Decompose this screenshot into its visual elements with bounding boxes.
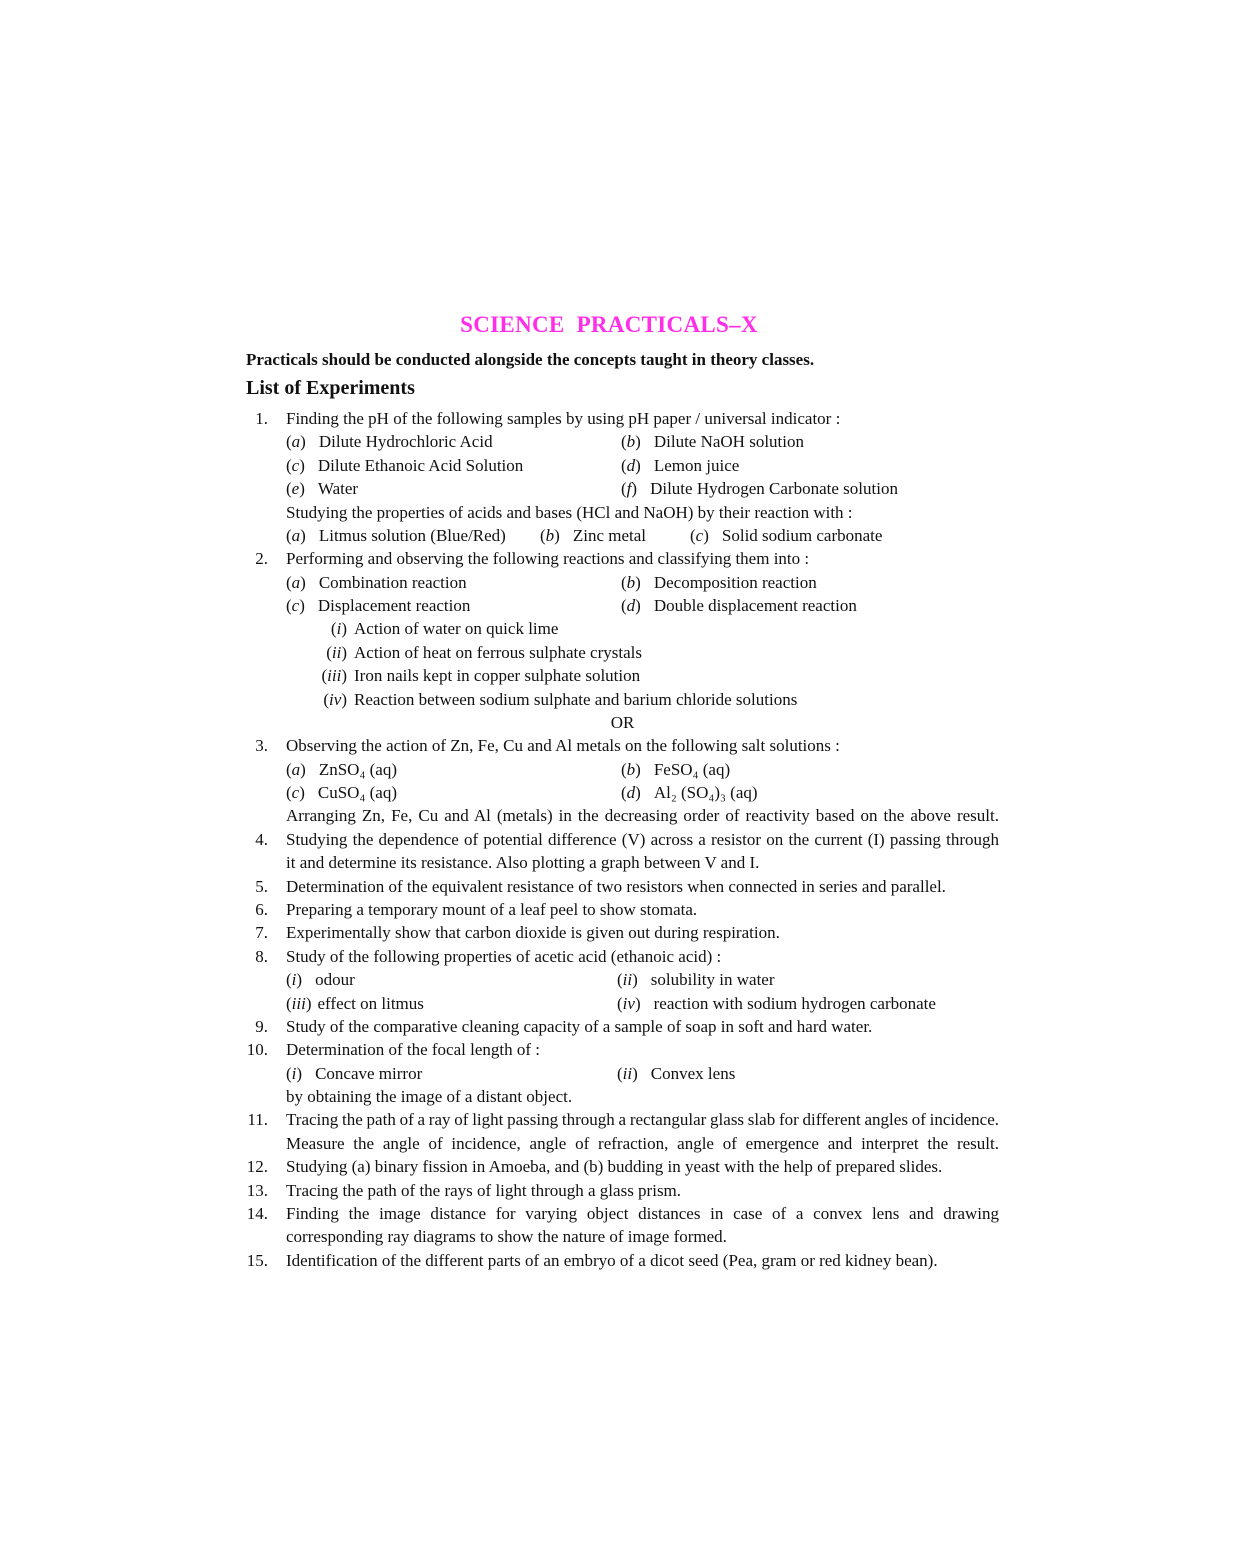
option-item [621,759,730,781]
option-item [286,969,355,991]
option-label: (i) [286,970,303,990]
option-text: Al₂ (SO₄)₃ (aq) [653,783,758,803]
list-line [0,1203,1245,1225]
item-number: 14. [246,1203,268,1223]
list-line [0,572,1245,594]
item-text: Measure the angle of incidence, angle of refraction, angle of emergence and interpret the result. [286,1133,999,1153]
item-text: Action of heat on ferrous sulphate crystals [354,642,642,662]
list-line [0,946,1245,968]
option-text: reaction with sodium hydrogen carbonate [653,993,936,1013]
option-text: Dilute NaOH solution [653,432,804,452]
item-number: 11. [247,1110,268,1130]
option-label: (d) [621,783,641,803]
item-number: 15. [246,1250,268,1270]
list-line [0,1180,1245,1202]
list-line [0,525,1245,547]
option-text: Dilute Hydrochloric Acid [318,432,493,452]
list-line [0,642,1245,664]
option-text: Dilute Hydrogen Carbonate solution [650,479,898,499]
list-line [0,502,1245,524]
list-line [0,969,1245,991]
item-text: Study of the following properties of acetic acid (ethanoic acid) : [286,946,722,966]
option-text: effect on litmus [317,993,424,1013]
option-item [621,782,758,804]
option-item [286,572,467,594]
item-number: 8. [255,946,268,966]
option-text: solubility in water [650,970,775,990]
option-label: (b) [621,432,641,452]
item-text: it and determine its resistance. Also plotting a graph between V and I. [286,853,760,873]
option-label: (iii) [321,666,347,686]
item-text: Performing and observing the following reactions and classifying them into : [286,549,810,569]
list-line [0,712,1245,734]
list-line [0,618,1245,640]
option-label: (b) [621,759,641,779]
option-label: (ii) [617,1063,638,1083]
option-item [286,478,358,500]
option-text: Decomposition reaction [653,572,817,592]
option-item [690,525,882,547]
item-text: Finding the image distance for varying object distances in case of a convex lens and drawing [286,1203,999,1223]
option-text: Litmus solution (Blue/Red) [318,525,506,545]
option-label: (iv) [323,689,347,709]
option-text: ZnSO₄ (aq) [318,759,398,779]
item-text: Studying the dependence of potential difference (V) across a resistor on the current (I) passing through [286,829,999,849]
item-text: Reaction between sodium sulphate and barium chloride solutions [354,689,798,709]
item-text: Studying the properties of acids and bases (HCl and NaOH) by their reaction with : [286,502,853,522]
item-text: Tracing the path of a ray of light passing through a rectangular glass slab for different angles of incidence. [286,1110,999,1130]
item-text: by obtaining the image of a distant object. [286,1087,573,1107]
separator-or: OR [610,712,635,732]
option-item [286,759,397,781]
list-line [0,665,1245,687]
list-line [0,876,1245,898]
item-text: Iron nails kept in copper sulphate solution [354,666,641,686]
item-number: 1. [255,409,268,428]
option-label: (c) [286,455,305,475]
option-label: (c) [286,596,305,616]
item-text: Experimentally show that carbon dioxide is given out during respiration. [286,923,780,943]
option-item [286,525,506,547]
list-line [0,1250,1245,1272]
list-line [0,1016,1245,1038]
list-line [0,782,1245,804]
option-item [286,431,493,453]
option-item [621,572,817,594]
item-text: Study of the comparative cleaning capacity of a sample of soap in soft and hard water. [286,1016,873,1036]
list-line [0,408,1245,430]
option-label: (i) [330,619,347,639]
list-line [0,431,1245,453]
option-label: (f) [621,479,638,499]
option-label: (a) [286,432,306,452]
option-item [286,1063,422,1085]
option-item [286,455,523,477]
option-label: (e) [286,479,305,499]
list-line [0,1156,1245,1178]
option-item [621,455,739,477]
list-line [0,455,1245,477]
list-line [0,993,1245,1015]
option-label: (a) [286,525,306,545]
section-heading: List of Experiments [246,377,415,399]
item-number: 6. [255,899,268,919]
option-item [617,1063,735,1085]
page-title: SCIENCE PRACTICALS–X [460,312,758,337]
item-number: 13. [246,1180,268,1200]
list-line [0,735,1245,757]
option-label: (iv) [617,993,641,1013]
item-text: Observing the action of Zn, Fe, Cu and Al metals on the following salt solutions : [286,736,840,756]
option-label: (b) [540,525,560,545]
option-label: (i) [286,1063,303,1083]
option-item [540,525,646,547]
item-number: 5. [255,876,268,896]
list-line [0,899,1245,921]
option-text: Convex lens [650,1063,736,1083]
item-text: Finding the pH of the following samples by using pH paper / universal indicator : [286,409,841,428]
item-number: 7. [255,923,268,943]
list-line [0,759,1245,781]
option-text: Water [317,479,359,499]
option-item [286,782,397,804]
option-item [617,969,775,991]
option-item [286,993,424,1015]
option-text: CuSO₄ (aq) [317,783,398,803]
list-line [0,1109,1245,1131]
item-number: 10. [246,1040,268,1060]
option-text: Concave mirror [315,1063,423,1083]
option-label: (c) [690,525,709,545]
item-text: Arranging Zn, Fe, Cu and Al (metals) in the decreasing order of reactivity based on the above result. [286,806,999,826]
option-label: (b) [621,572,641,592]
item-number: 4. [255,829,268,849]
list-line [0,1086,1245,1108]
list-line [0,1039,1245,1061]
option-item [286,595,470,617]
option-text: odour [315,970,355,990]
option-item [621,431,804,453]
item-number: 2. [255,549,268,569]
list-line [0,1063,1245,1085]
list-line [0,829,1245,851]
option-label: (c) [286,783,305,803]
item-number: 3. [255,736,268,756]
option-text: Combination reaction [318,572,467,592]
list-line [0,548,1245,570]
list-line [0,478,1245,500]
option-item [621,478,898,500]
item-text: Determination of the focal length of : [286,1040,540,1060]
option-text: FeSO₄ (aq) [653,759,731,779]
item-text: Identification of the different parts of an embryo of a dicot seed (Pea, gram or red kidney bean). [286,1250,938,1270]
item-text: Action of water on quick lime [354,619,559,639]
option-label: (a) [286,759,306,779]
item-text: Preparing a temporary mount of a leaf peel to show stomata. [286,899,698,919]
list-line [0,852,1245,874]
item-text: Determination of the equivalent resistance of two resistors when connected in series and parallel. [286,876,946,896]
option-text: Double displacement reaction [653,596,857,616]
list-line [0,922,1245,944]
list-line [0,595,1245,617]
option-text: Lemon juice [653,455,740,475]
item-number: 9. [255,1016,268,1036]
item-text: corresponding ray diagrams to show the nature of image formed. [286,1227,727,1247]
option-label: (ii) [617,970,638,990]
option-item [617,993,936,1015]
option-label: (ii) [326,642,347,662]
list-line [0,689,1245,711]
list-line [0,1133,1245,1155]
option-text: Solid sodium carbonate [721,525,883,545]
option-text: Dilute Ethanoic Acid Solution [317,455,524,475]
item-text: Studying (a) binary fission in Amoeba, and (b) budding in yeast with the help of prepared slides. [286,1157,943,1177]
option-label: (d) [621,596,641,616]
item-text: Tracing the path of the rays of light through a glass prism. [286,1180,682,1200]
option-label: (iii) [286,993,312,1013]
option-item [621,595,857,617]
list-line [0,805,1245,827]
item-number: 12. [246,1157,268,1177]
option-label: (a) [286,572,306,592]
subtitle-note: Practicals should be conducted alongside the concepts taught in theory classes. [246,350,815,369]
option-text: Zinc metal [572,525,647,545]
option-label: (d) [621,455,641,475]
list-line [0,1226,1245,1248]
option-text: Displacement reaction [317,596,471,616]
